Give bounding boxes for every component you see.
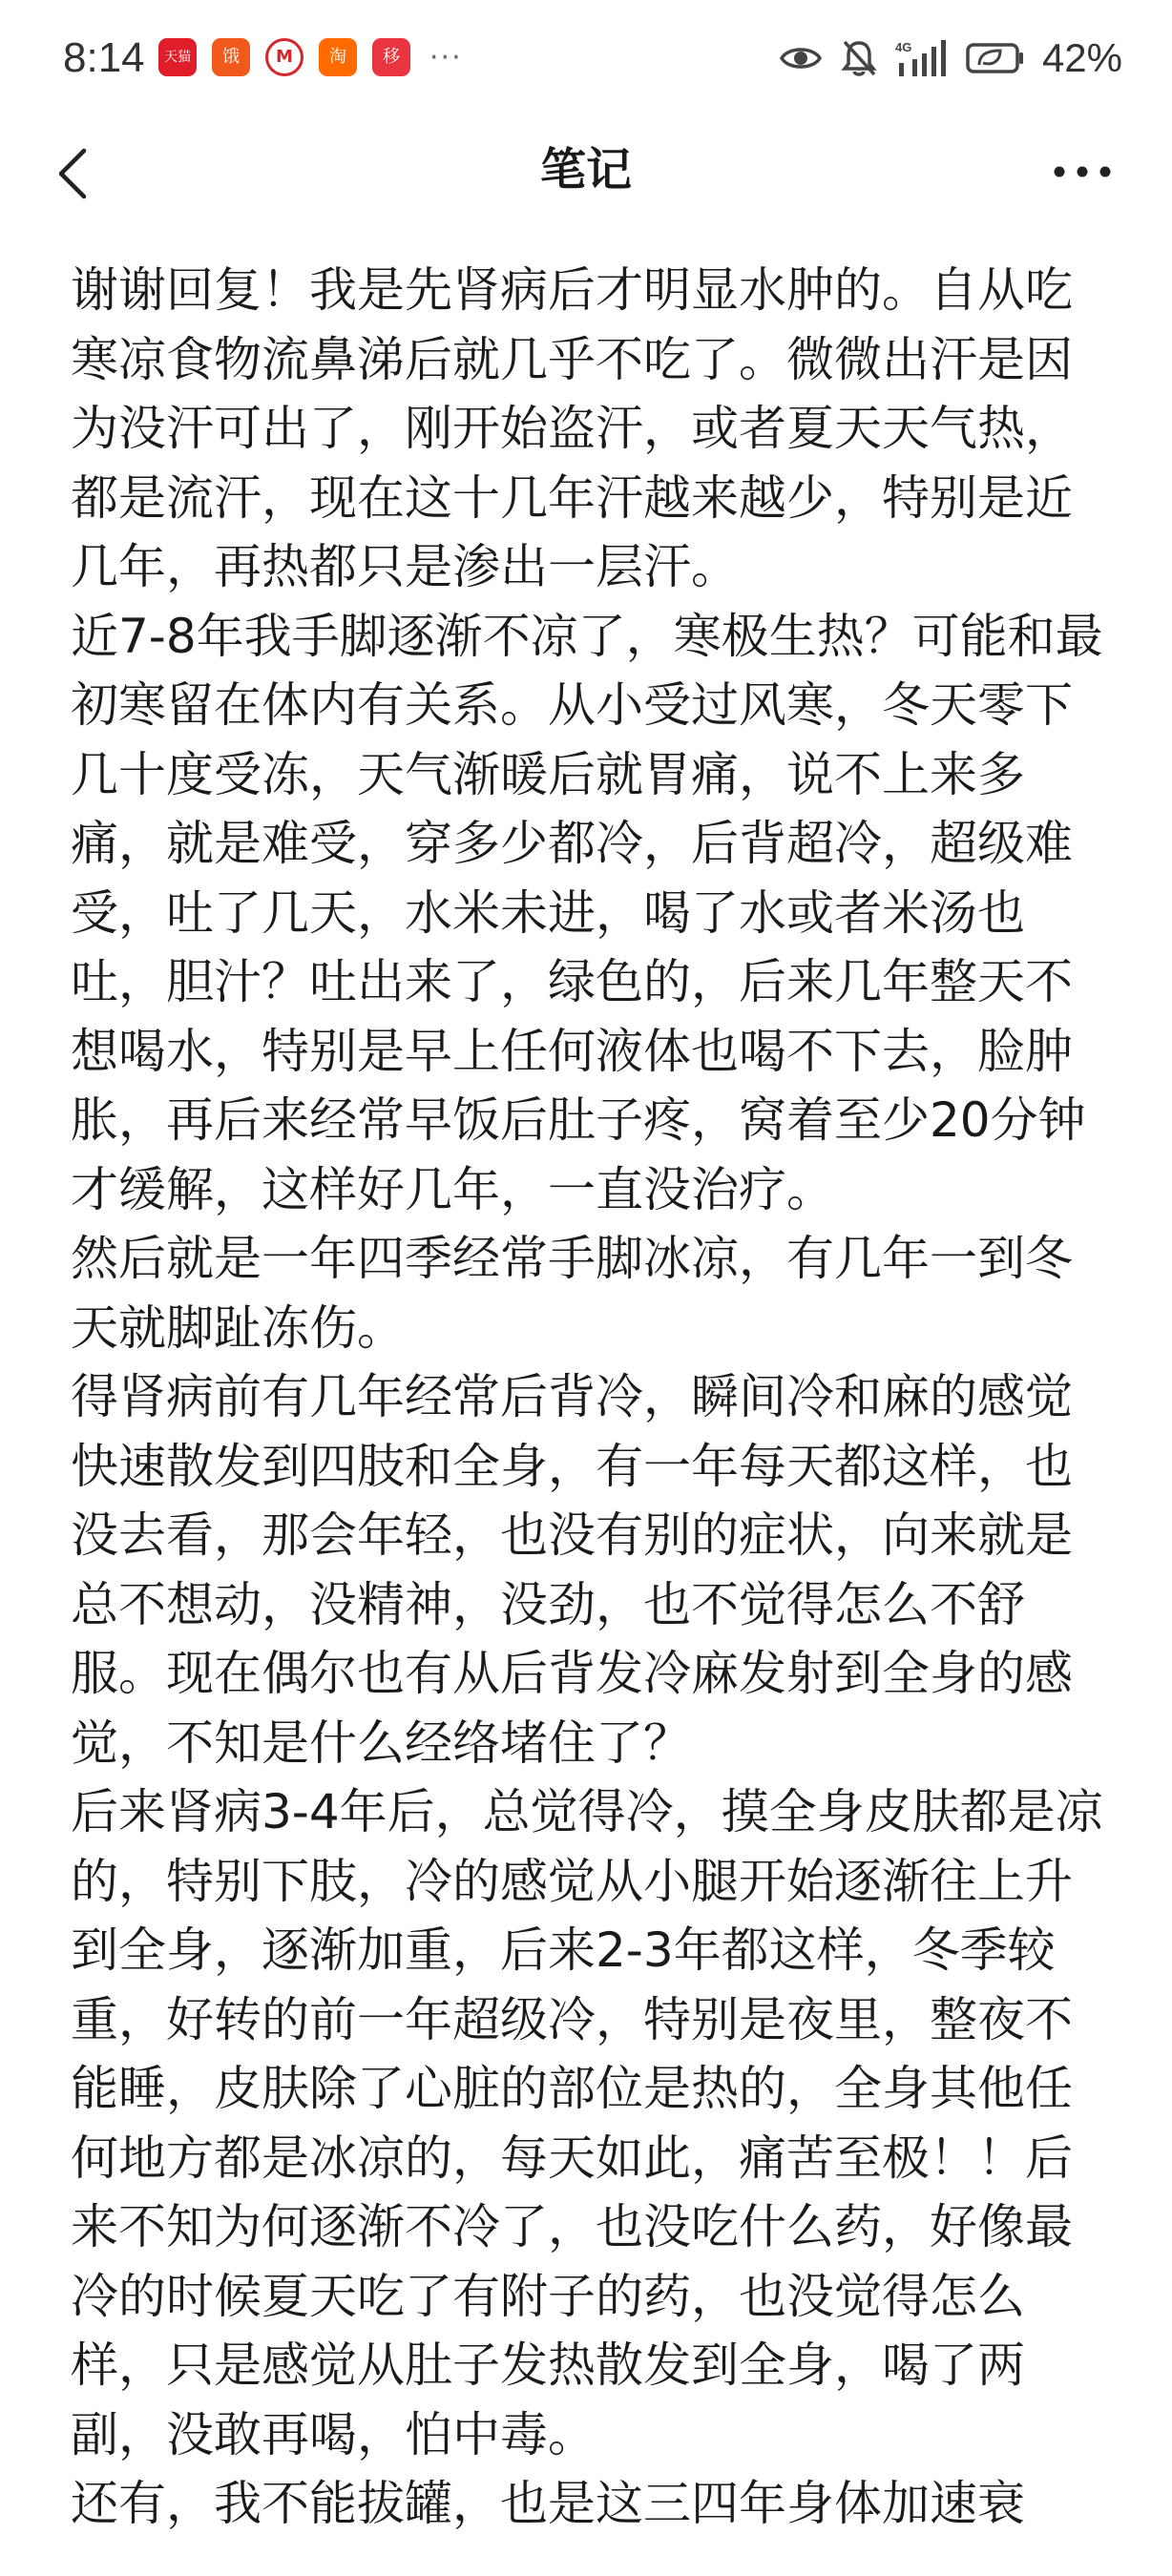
note-paragraph: 近7-8年我手脚逐渐不凉了，寒极生热？可能和最初寒留在体内有关系。从小受过风寒，冬天零下几十度受冻，天气渐暖后就胃痛，说不上来多痛，就是难受，穿多少都冷，后背超冷，超级难受，吐了几天，水米未进，喝了水或者米汤也吐，胆汁？吐出来了，绿色的，后来几年整天不想喝水，特别是早上任何液体也喝不下去，脸肿胀，再后来经常早饭后肚子疼，窝着至少20分钟才缓解，这样好几年，一直没治疗。: [71, 608, 1103, 1217]
note-paragraph: 后来肾病3-4年后，总觉得冷，摸全身皮肤都是凉的，特别下肢，冷的感觉从小腿开始逐渐往上升到全身，逐渐加重，后来2-3年都这样，冬季较重，好转的前一年超级冷，特别是夜里，整夜不能睡，皮肤除了心脏的部位是热的，全身其他任何地方都是冰凉的，每天如此，痛苦至极！！后来不知为何逐渐不冷了，也没吃什么药，好像最冷的时候夏天吃了有附子的药，也没觉得怎么样，只是感觉从肚子发热散发到全身，喝了两副，没敢再喝，怕中毒。: [71, 1784, 1103, 2462]
note-paragraph: 谢谢回复！我是先肾病后才明显水肿的。自从吃寒凉食物流鼻涕后就几乎不吃了。微微出汗是因为没汗可出了，刚开始盗汗，或者夏天天气热，都是流汗，现在这十几年汗越来越少，特别是近几年，再热都只是渗出一层汗。: [71, 262, 1073, 594]
status-right-group: [779, 34, 1122, 82]
note-paragraph: 然后就是一年四季经常手脚冰凉，有几年一到冬天就脚趾冻伤。: [71, 1231, 1073, 1356]
taobao-app-icon: 淘: [319, 38, 357, 76]
page-title: 笔记: [539, 143, 632, 197]
note-paragraph: 还有，我不能拔罐，也是这三四年身体加速衰: [71, 2476, 1025, 2531]
status-time: 8:14: [63, 34, 145, 81]
nav-bar: [0, 114, 1172, 229]
more-options-button[interactable]: [1035, 143, 1130, 200]
china-mobile-app-icon: 移: [372, 38, 410, 76]
eleme-app-icon: 饿: [212, 38, 250, 76]
cellular-signal-icon: [895, 38, 949, 78]
network-type-label: 4G: [894, 40, 912, 54]
more-notifications-icon: ···: [429, 40, 463, 74]
mute-bell-icon: [840, 38, 878, 78]
note-paragraph: 得肾病前有几年经常后背冷，瞬间冷和麻的感觉快速散发到四肢和全身，有一年每天都这样，也没去看，那会年轻，也没有别的症状，向来就是总不想动，没精神，没劲，也不觉得怎么不舒服。现在偶尔也有从后背发冷麻发射到全身的感觉，不知是什么经络堵住了？: [71, 1369, 1073, 1771]
tmall-app-icon: 天猫: [158, 38, 197, 76]
note-content: [71, 256, 1111, 2539]
status-bar: [0, 0, 1172, 114]
notification-app-icons: [158, 38, 463, 76]
battery-percentage: 42%: [1041, 35, 1122, 80]
metro-app-icon: M: [265, 38, 303, 76]
battery-icon: [966, 42, 1025, 74]
more-horizontal-icon: [1052, 164, 1113, 179]
eye-icon: [779, 42, 823, 74]
